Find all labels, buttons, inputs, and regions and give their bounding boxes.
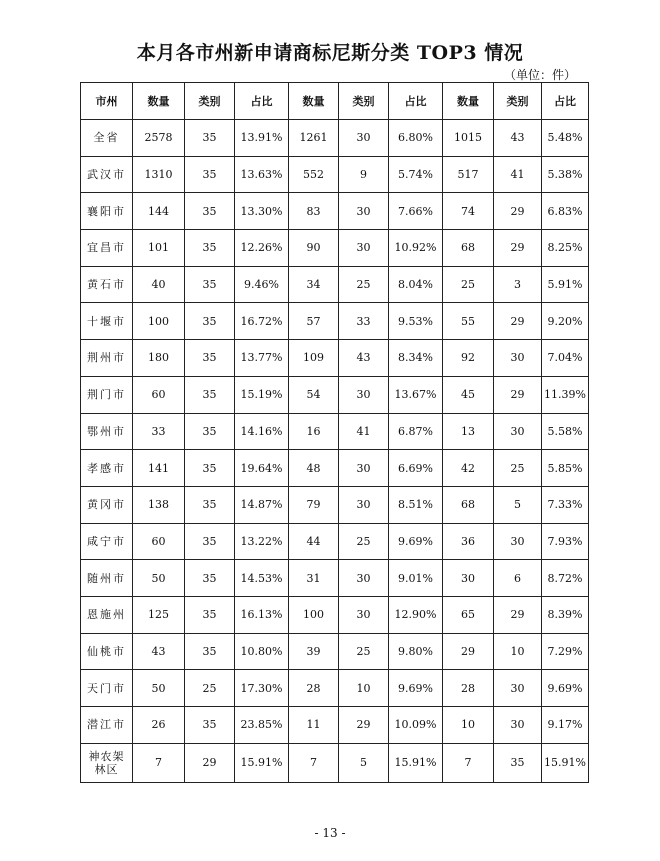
table-cell-class-2: 30 [339,450,389,487]
table-cell-share-1: 12.26% [235,230,289,267]
table-cell-count-3: 55 [443,303,494,340]
table-cell-class-1: 25 [185,670,235,707]
city-name-line-1: 神农架 [88,749,125,763]
table-cell-share-1: 9.46% [235,266,289,303]
table-cell-class-1: 29 [185,743,235,782]
table-cell-share-2: 8.34% [389,340,443,377]
table-cell-share-2: 9.01% [389,560,443,597]
table-row [81,230,589,267]
table-cell-share-3: 6.83% [542,193,589,230]
table-cell-class-1: 35 [185,340,235,377]
table-cell-class-2: 5 [339,743,389,782]
table-cell-count-3: 92 [443,340,494,377]
header-class-3: 类别 [494,83,542,120]
table-cell-city: 恩施州 [81,596,133,633]
table-cell-share-3: 7.33% [542,486,589,523]
table-cell-share-3: 5.58% [542,413,589,450]
table-cell-share-2: 15.91% [389,743,443,782]
table-cell-share-1: 23.85% [235,707,289,744]
table-cell-count-3: 74 [443,193,494,230]
table-cell-count-3: 45 [443,376,494,413]
table-cell-class-3: 29 [494,230,542,267]
table-cell-share-1: 13.22% [235,523,289,560]
table-body [81,120,589,783]
table-cell-class-3: 29 [494,193,542,230]
table-cell-city: 荆州市 [81,340,133,377]
table-cell-class-3: 35 [494,743,542,782]
table-cell-share-2: 9.80% [389,633,443,670]
table-cell-city: 黄冈市 [81,486,133,523]
table-cell-city [81,743,133,782]
table-cell-city: 孝感市 [81,450,133,487]
header-count-2: 数量 [289,83,339,120]
table-cell-class-1: 35 [185,450,235,487]
table-cell-city: 鄂州市 [81,413,133,450]
table-cell-count-2: 90 [289,230,339,267]
table-cell-class-1: 35 [185,230,235,267]
city-name-line-2: 林区 [94,762,119,776]
table-cell-count-1: 138 [133,486,185,523]
table-cell-city: 仙桃市 [81,633,133,670]
table-cell-count-1: 101 [133,230,185,267]
table-cell-count-3: 68 [443,486,494,523]
table-cell-class-1: 35 [185,303,235,340]
table-cell-count-1: 60 [133,523,185,560]
table-cell-count-2: 109 [289,340,339,377]
table-row [81,156,589,193]
table-cell-class-2: 30 [339,376,389,413]
table-cell-count-3: 30 [443,560,494,597]
table-cell-count-2: 28 [289,670,339,707]
trademark-top3-table [80,82,589,783]
header-count-3: 数量 [443,83,494,120]
table-cell-city: 咸宁市 [81,523,133,560]
table-cell-count-2: 57 [289,303,339,340]
table-cell-share-1: 19.64% [235,450,289,487]
table-cell-share-3: 7.29% [542,633,589,670]
table-cell-count-3: 36 [443,523,494,560]
table-cell-share-1: 13.77% [235,340,289,377]
header-share-1: 占比 [235,83,289,120]
table-cell-share-1: 14.53% [235,560,289,597]
table-cell-city: 天门市 [81,670,133,707]
table-cell-share-3: 8.39% [542,596,589,633]
table-cell-class-2: 25 [339,633,389,670]
table-cell-count-1: 60 [133,376,185,413]
table-cell-count-3: 28 [443,670,494,707]
table-cell-class-1: 35 [185,156,235,193]
table-cell-class-2: 9 [339,156,389,193]
table-cell-share-2: 7.66% [389,193,443,230]
table-cell-share-1: 10.80% [235,633,289,670]
table-cell-class-3: 3 [494,266,542,303]
table-cell-class-2: 41 [339,413,389,450]
table-cell-count-3: 517 [443,156,494,193]
page-number: - 13 - [314,826,346,840]
table-row [81,450,589,487]
table-cell-share-2: 5.74% [389,156,443,193]
table-cell-count-2: 31 [289,560,339,597]
table-cell-count-1: 100 [133,303,185,340]
table-cell-share-1: 13.30% [235,193,289,230]
table-cell-class-3: 29 [494,596,542,633]
table-cell-class-2: 30 [339,193,389,230]
table-cell-count-1: 2578 [133,120,185,157]
table-row [81,486,589,523]
table-cell-city: 全省 [81,120,133,157]
table-cell-count-3: 29 [443,633,494,670]
table-row [81,120,589,157]
table-cell-share-2: 6.69% [389,450,443,487]
table-cell-count-2: 11 [289,707,339,744]
table-cell-count-3: 10 [443,707,494,744]
table-cell-share-3: 9.69% [542,670,589,707]
table-cell-count-1: 33 [133,413,185,450]
table-cell-share-2: 13.67% [389,376,443,413]
table-row [81,633,589,670]
table-cell-count-1: 1310 [133,156,185,193]
table-cell-share-1: 16.72% [235,303,289,340]
unit-note: （单位：件） [503,68,576,82]
table-cell-class-3: 6 [494,560,542,597]
table-cell-class-1: 35 [185,120,235,157]
table-cell-share-3: 11.39% [542,376,589,413]
table-cell-share-3: 9.20% [542,303,589,340]
table-cell-count-1: 43 [133,633,185,670]
table-cell-class-2: 33 [339,303,389,340]
table-cell-city: 武汉市 [81,156,133,193]
table-cell-class-2: 29 [339,707,389,744]
table-cell-city: 荆门市 [81,376,133,413]
table-cell-count-1: 180 [133,340,185,377]
table-row [81,707,589,744]
table-cell-share-2: 6.87% [389,413,443,450]
table-cell-count-3: 25 [443,266,494,303]
table-cell-share-1: 17.30% [235,670,289,707]
table-cell-share-3: 5.85% [542,450,589,487]
table-cell-count-2: 48 [289,450,339,487]
table-cell-class-2: 30 [339,486,389,523]
header-class-2: 类别 [339,83,389,120]
table-cell-class-2: 30 [339,230,389,267]
table-cell-share-3: 9.17% [542,707,589,744]
table-cell-share-3: 7.04% [542,340,589,377]
table-cell-count-1: 40 [133,266,185,303]
table-cell-count-1: 50 [133,670,185,707]
table-cell-count-3: 13 [443,413,494,450]
table-cell-count-1: 144 [133,193,185,230]
table-cell-share-1: 15.91% [235,743,289,782]
table-cell-city: 襄阳市 [81,193,133,230]
table-cell-count-2: 79 [289,486,339,523]
table-cell-class-2: 30 [339,596,389,633]
page-title: 本月各市州新申请商标尼斯分类 TOP3 情况 [136,42,524,64]
table-cell-class-1: 35 [185,266,235,303]
table-cell-class-3: 43 [494,120,542,157]
table-cell-count-2: 1261 [289,120,339,157]
table-cell-class-2: 30 [339,560,389,597]
table-cell-share-3: 5.48% [542,120,589,157]
table-cell-count-2: 7 [289,743,339,782]
table-cell-class-1: 35 [185,193,235,230]
table-row [81,523,589,560]
table-cell-class-2: 10 [339,670,389,707]
table-cell-class-2: 25 [339,266,389,303]
table-cell-count-1: 26 [133,707,185,744]
header-class-1: 类别 [185,83,235,120]
table-cell-count-3: 42 [443,450,494,487]
table-cell-class-1: 35 [185,560,235,597]
table-cell-share-2: 8.51% [389,486,443,523]
header-share-2: 占比 [389,83,443,120]
table-cell-city: 潜江市 [81,707,133,744]
table-cell-class-1: 35 [185,596,235,633]
table-row [81,413,589,450]
table-cell-share-3: 15.91% [542,743,589,782]
table-cell-share-2: 8.04% [389,266,443,303]
table-cell-class-2: 43 [339,340,389,377]
table-cell-city: 黄石市 [81,266,133,303]
table-cell-count-2: 44 [289,523,339,560]
table-cell-city: 十堰市 [81,303,133,340]
table-cell-count-2: 100 [289,596,339,633]
table-row [81,743,589,782]
table-cell-class-3: 30 [494,340,542,377]
table-cell-class-1: 35 [185,413,235,450]
table-row [81,670,589,707]
table-cell-count-2: 54 [289,376,339,413]
table-cell-share-3: 5.38% [542,156,589,193]
table-cell-count-2: 34 [289,266,339,303]
table-cell-share-2: 10.09% [389,707,443,744]
table-cell-count-3: 65 [443,596,494,633]
table-cell-share-3: 8.72% [542,560,589,597]
table-cell-count-3: 1015 [443,120,494,157]
table-cell-class-1: 35 [185,633,235,670]
table-cell-share-2: 6.80% [389,120,443,157]
table-cell-class-1: 35 [185,707,235,744]
table-cell-city: 宜昌市 [81,230,133,267]
header-city: 市州 [81,83,133,120]
table-row [81,193,589,230]
table-cell-class-3: 30 [494,670,542,707]
table-row [81,560,589,597]
table-cell-class-3: 29 [494,303,542,340]
table-cell-count-1: 7 [133,743,185,782]
table-cell-share-1: 13.91% [235,120,289,157]
table-cell-class-2: 30 [339,120,389,157]
table-cell-count-2: 83 [289,193,339,230]
table-cell-count-1: 50 [133,560,185,597]
table-cell-class-3: 30 [494,523,542,560]
header-count-1: 数量 [133,83,185,120]
table-cell-count-3: 68 [443,230,494,267]
table-cell-count-2: 39 [289,633,339,670]
header-share-3: 占比 [542,83,589,120]
table-cell-city: 随州市 [81,560,133,597]
table-cell-class-2: 25 [339,523,389,560]
table-cell-class-3: 29 [494,376,542,413]
table-cell-share-2: 9.69% [389,523,443,560]
table-cell-class-3: 25 [494,450,542,487]
table-cell-share-1: 15.19% [235,376,289,413]
table-cell-share-2: 9.69% [389,670,443,707]
table-cell-class-3: 10 [494,633,542,670]
table-row [81,596,589,633]
table-cell-share-1: 16.13% [235,596,289,633]
table-row [81,303,589,340]
table-cell-count-1: 141 [133,450,185,487]
table-cell-class-1: 35 [185,486,235,523]
table-cell-share-1: 13.63% [235,156,289,193]
table-cell-count-2: 552 [289,156,339,193]
table-cell-share-3: 5.91% [542,266,589,303]
table-cell-count-1: 125 [133,596,185,633]
table-cell-count-2: 16 [289,413,339,450]
table-row [81,266,589,303]
table-cell-class-1: 35 [185,376,235,413]
table-cell-class-3: 30 [494,413,542,450]
table-row [81,340,589,377]
table-cell-share-2: 10.92% [389,230,443,267]
table-cell-share-3: 8.25% [542,230,589,267]
table-cell-class-3: 5 [494,486,542,523]
table-cell-count-3: 7 [443,743,494,782]
table-cell-class-3: 30 [494,707,542,744]
table-cell-share-1: 14.16% [235,413,289,450]
table-row [81,376,589,413]
table-header-row [81,83,589,120]
table-cell-class-3: 41 [494,156,542,193]
table-cell-class-1: 35 [185,523,235,560]
table-cell-share-2: 9.53% [389,303,443,340]
table-cell-share-2: 12.90% [389,596,443,633]
table-cell-share-1: 14.87% [235,486,289,523]
table-cell-share-3: 7.93% [542,523,589,560]
